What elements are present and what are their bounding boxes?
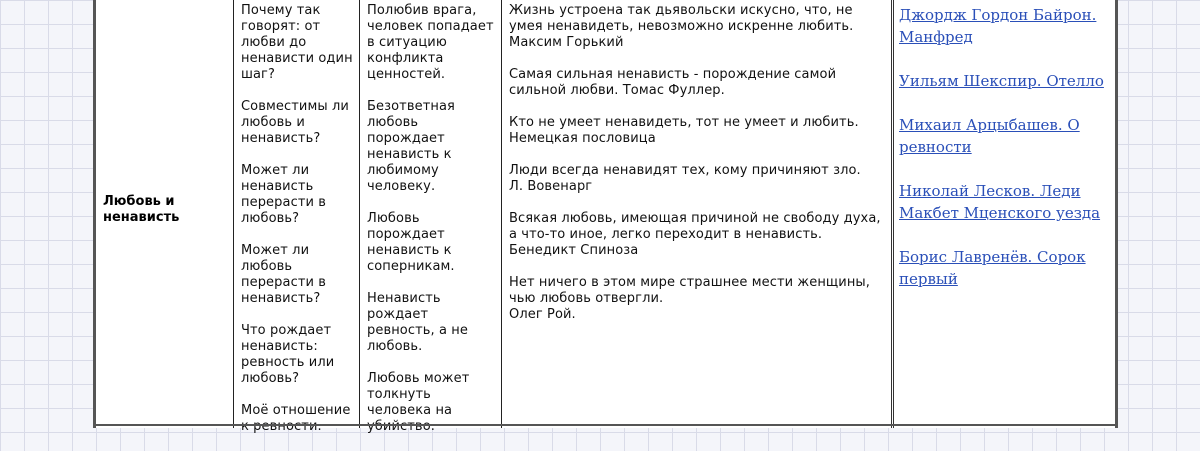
work-link[interactable]: Уильям Шекспир. Отелло [899, 72, 1104, 90]
questions-cell [241, 3, 356, 451]
quote-item: Всякая любовь, имеющая причиной не свободу духа, а что-то иное, легко переходит в ненависть. Бенедикт Спиноза [509, 211, 881, 258]
question-item: Моё отношение к ревности. [241, 403, 351, 434]
table-bottom-border [96, 424, 1115, 426]
reasons-cell [367, 3, 497, 451]
question-item: Может ли любовь перерасти в ненависть? [241, 243, 327, 306]
reason-item: Любовь порождает ненависть к соперникам. [367, 211, 455, 274]
works-cell [899, 4, 1104, 312]
question-item: Совместимы ли любовь и ненависть? [241, 99, 349, 146]
topic-cell: Любовь и ненависть [103, 194, 180, 225]
question-item: Может ли ненависть перерасти в любовь? [241, 163, 327, 226]
work-link[interactable]: Николай Лесков. Леди Макбет Мценского уезда [899, 182, 1101, 222]
reason-item: Любовь может толкнуть человека на убийство. [367, 371, 470, 434]
work-link[interactable]: Джордж Гордон Байрон. Манфред [899, 6, 1097, 46]
reason-item: Безответная любовь порождает ненависть к любимому человеку. [367, 99, 455, 194]
work-link[interactable]: Борис Лавренёв. Сорок первый [899, 248, 1086, 288]
quotes-cell [509, 3, 889, 339]
quote-item: Кто не умеет ненавидеть, тот не умеет и любить. Немецкая пословица [509, 115, 859, 146]
quote-item: Люди всегда ненавидят тех, кому причиняют зло. Л. Вовенарг [509, 163, 861, 194]
quote-item: Нет ничего в этом мире страшнее мести женщины, чью любовь отвергли. Олег Рой. [509, 275, 871, 322]
question-item: Что рождает ненависть: ревность или любовь? [241, 323, 335, 386]
reason-item: Ненависть рождает ревность, а не любовь. [367, 291, 469, 354]
work-link[interactable]: Михаил Арцыбашев. О ревности [899, 116, 1080, 156]
quote-item: Жизнь устроена так дьявольски искусно, что, не умея ненавидеть, невозможно искренне любить. Максим Горький [509, 3, 854, 50]
quote-item: Самая сильная ненависть - порождение самой сильной любви. Томас Фуллер. [509, 67, 837, 98]
question-item: Почему так говорят: от любви до ненависти один шаг? [241, 3, 353, 82]
reason-item: Полюбив врага, человек попадает в ситуацию конфликта ценностей. [367, 3, 494, 82]
